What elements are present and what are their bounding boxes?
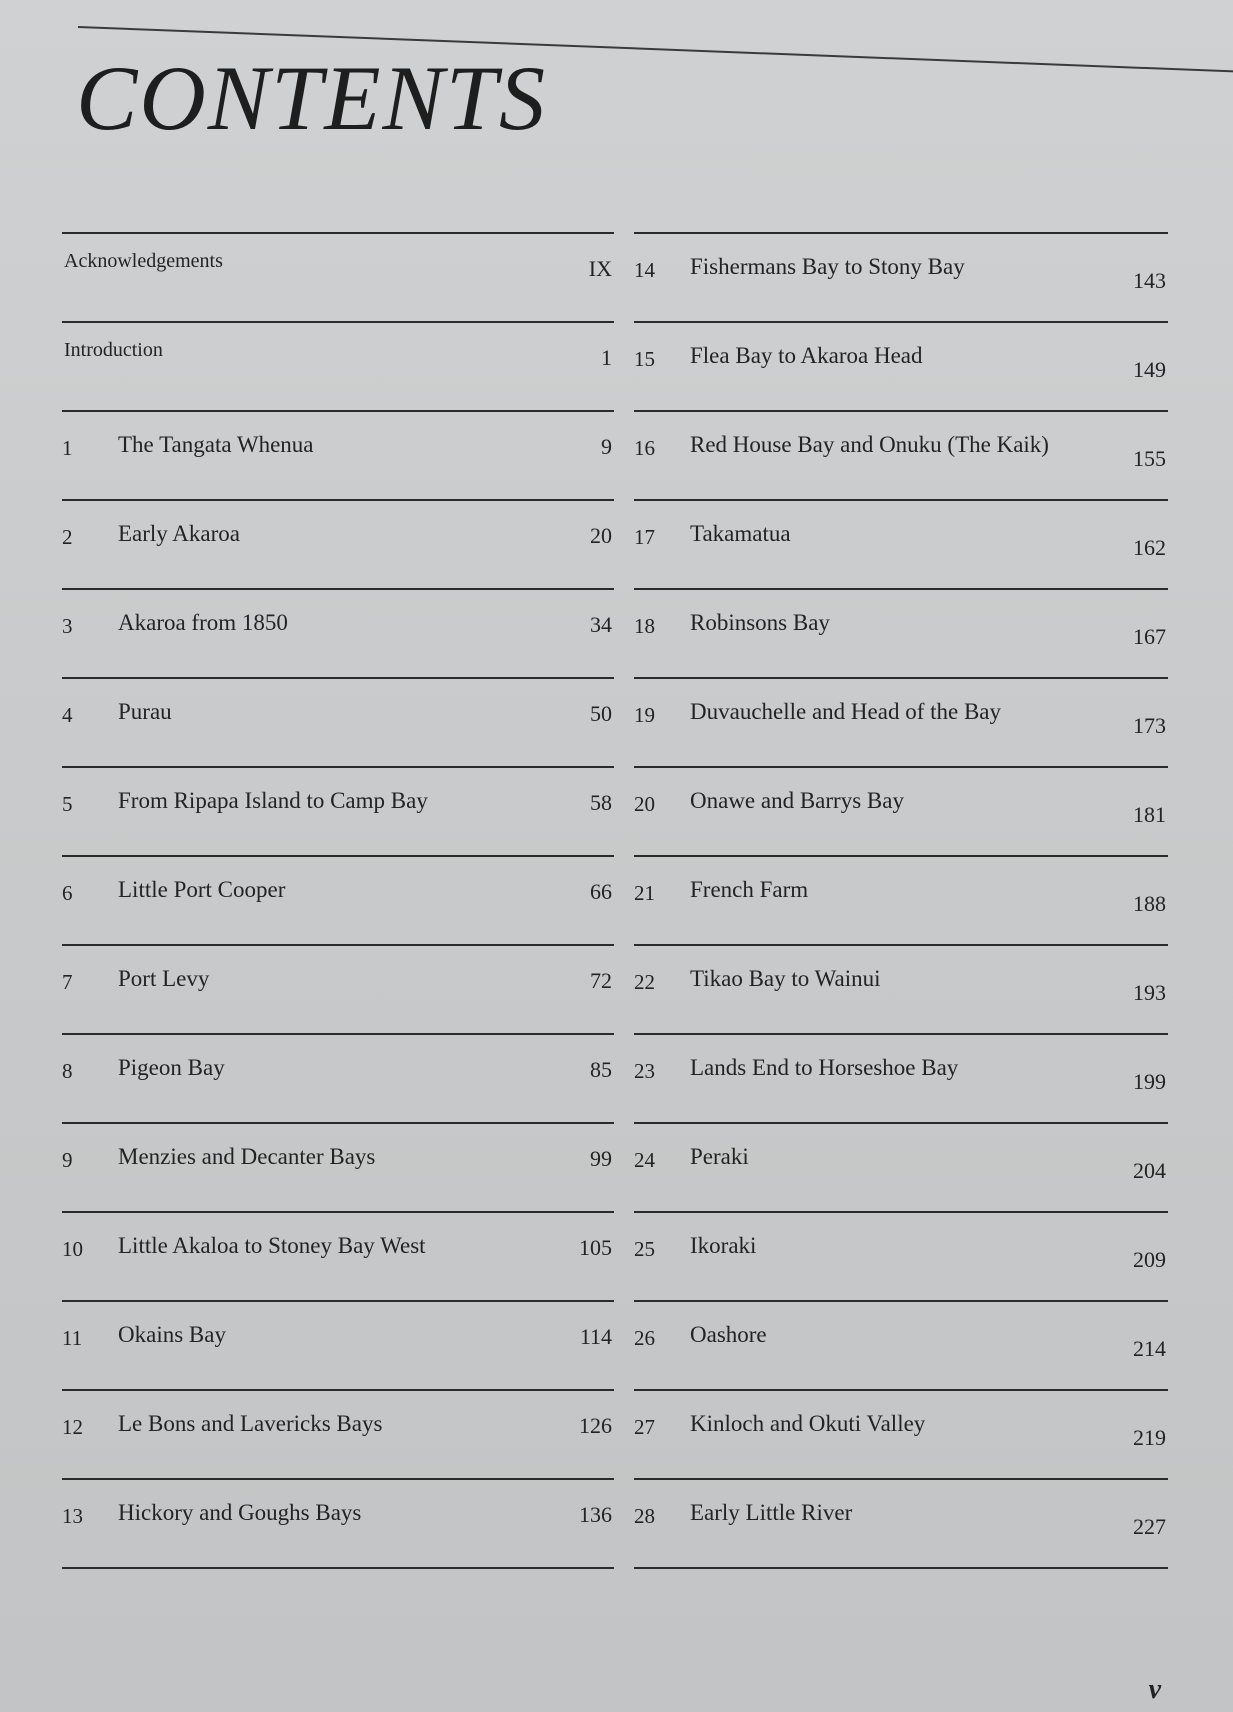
- contents-list-right: [634, 234, 1168, 1569]
- contents-right-column: [634, 232, 1168, 1569]
- contents-entry: [62, 1213, 614, 1302]
- chapter-number: 8: [62, 1059, 73, 1083]
- chapter-title: Purau: [118, 699, 172, 724]
- contents-entry: [634, 679, 1168, 768]
- contents-left-column: [62, 232, 614, 1569]
- chapter-title: Fishermans Bay to Stony Bay: [690, 254, 965, 279]
- chapter-number: 5: [62, 792, 73, 816]
- page-number: 209: [1133, 1247, 1166, 1272]
- chapter-number: 3: [62, 614, 73, 638]
- chapter-number: 1: [62, 436, 73, 460]
- contents-entry: [62, 768, 614, 857]
- page-number: 136: [579, 1502, 612, 1527]
- page-number: 34: [590, 612, 612, 637]
- chapter-title: Robinsons Bay: [690, 610, 830, 635]
- page-number: 9: [601, 434, 612, 459]
- chapter-title: Pigeon Bay: [118, 1055, 225, 1080]
- chapter-number: 13: [62, 1504, 83, 1528]
- chapter-title: Little Port Cooper: [118, 877, 286, 902]
- page-number: 193: [1133, 980, 1166, 1005]
- page-number: 143: [1133, 268, 1166, 293]
- page-number: 155: [1133, 446, 1166, 471]
- chapter-number: 4: [62, 703, 73, 727]
- chapter-number: 10: [62, 1237, 83, 1261]
- chapter-title: French Farm: [690, 877, 809, 902]
- page-folio: v: [1148, 1674, 1161, 1705]
- chapter-number: 16: [634, 436, 655, 460]
- page-number: 199: [1133, 1069, 1166, 1094]
- chapter-number: 20: [634, 792, 655, 816]
- chapter-number: 15: [634, 347, 655, 371]
- page-number: 1: [601, 345, 612, 370]
- contents-entry: [62, 1124, 614, 1213]
- chapter-title: From Ripapa Island to Camp Bay: [118, 788, 428, 813]
- chapter-number: 14: [634, 258, 655, 282]
- page-number: 114: [579, 1324, 612, 1349]
- contents-entry: [62, 501, 614, 590]
- contents-entry: [62, 1391, 614, 1480]
- chapter-title: Ikoraki: [690, 1233, 757, 1258]
- chapter-number: 11: [62, 1326, 83, 1350]
- chapter-title: Le Bons and Lavericks Bays: [118, 1411, 383, 1436]
- contents-entry: [634, 1124, 1168, 1213]
- chapter-number: 12: [62, 1415, 83, 1439]
- contents-entry: [634, 1391, 1168, 1480]
- contents-entry: [634, 768, 1168, 857]
- chapter-number: 19: [634, 703, 655, 727]
- page-number: 105: [579, 1235, 612, 1260]
- chapter-title: Little Akaloa to Stoney Bay West: [118, 1233, 426, 1258]
- chapter-number: 26: [634, 1326, 655, 1350]
- contents-entry: [634, 590, 1168, 679]
- page-number: 181: [1133, 802, 1166, 827]
- chapter-title: Oashore: [690, 1322, 767, 1347]
- chapter-number: 18: [634, 614, 655, 638]
- page-number: 58: [590, 790, 612, 815]
- page-number: 214: [1133, 1336, 1166, 1361]
- chapter-title: The Tangata Whenua: [118, 432, 314, 457]
- contents-entry: [62, 946, 614, 1035]
- contents-entry: [634, 501, 1168, 590]
- contents-entry: [62, 1302, 614, 1391]
- chapter-number: 17: [634, 525, 655, 549]
- chapter-number: 28: [634, 1504, 655, 1528]
- page-number: 149: [1133, 357, 1166, 382]
- chapter-title: Takamatua: [690, 521, 791, 546]
- chapter-title: Onawe and Barrys Bay: [690, 788, 904, 813]
- chapter-title: Tikao Bay to Wainui: [690, 966, 881, 991]
- page-number: 20: [590, 523, 612, 548]
- chapter-title: Introduction: [64, 339, 163, 361]
- contents-entry: [634, 1035, 1168, 1124]
- page-number: 219: [1133, 1425, 1166, 1450]
- chapter-title: Hickory and Goughs Bays: [118, 1500, 362, 1525]
- chapter-number: 25: [634, 1237, 655, 1261]
- chapter-title: Acknowledgements: [64, 250, 223, 272]
- page-number: IX: [588, 256, 612, 281]
- contents-entry: [634, 323, 1168, 412]
- chapter-number: 27: [634, 1415, 655, 1439]
- chapter-number: 2: [62, 525, 73, 549]
- page-number: 188: [1133, 891, 1166, 916]
- contents-entry: [634, 946, 1168, 1035]
- chapter-title: Early Little River: [690, 1500, 853, 1525]
- page-number: 162: [1133, 535, 1166, 560]
- chapter-title: Lands End to Horseshoe Bay: [690, 1055, 959, 1080]
- chapter-title: Menzies and Decanter Bays: [118, 1144, 376, 1169]
- page-number: 227: [1133, 1514, 1166, 1539]
- contents-entry: [62, 679, 614, 768]
- contents-entry: [634, 1302, 1168, 1391]
- chapter-title: Port Levy: [118, 966, 210, 991]
- chapter-title: Flea Bay to Akaroa Head: [690, 343, 923, 368]
- page-number: 66: [590, 879, 612, 904]
- page-number: 72: [590, 968, 612, 993]
- contents-entry: [62, 234, 614, 323]
- chapter-title: Peraki: [690, 1144, 749, 1169]
- page-number: 50: [590, 701, 612, 726]
- page-number: 167: [1133, 624, 1166, 649]
- chapter-title: Kinloch and Okuti Valley: [690, 1411, 926, 1436]
- contents-entry: [634, 1213, 1168, 1302]
- contents-entry: [62, 1035, 614, 1124]
- contents-entry: [62, 1480, 614, 1569]
- contents-entry: [634, 857, 1168, 946]
- chapter-title: Duvauchelle and Head of the Bay: [690, 699, 1002, 724]
- page-number: 204: [1133, 1158, 1166, 1183]
- chapter-title: Akaroa from 1850: [118, 610, 288, 635]
- chapter-number: 23: [634, 1059, 655, 1083]
- chapter-number: 21: [634, 881, 655, 905]
- page-number: 126: [579, 1413, 612, 1438]
- contents-entry: [634, 1480, 1168, 1569]
- chapter-number: 6: [62, 881, 73, 905]
- chapter-number: 22: [634, 970, 655, 994]
- contents-entry: [634, 234, 1168, 323]
- chapter-title: Okains Bay: [118, 1322, 226, 1347]
- chapter-number: 9: [62, 1148, 73, 1172]
- chapter-title: Red House Bay and Onuku (The Kaik): [690, 432, 1049, 457]
- contents-entry: [62, 323, 614, 412]
- contents-entry: [634, 412, 1168, 501]
- contents-entry: [62, 412, 614, 501]
- contents-entry: [62, 590, 614, 679]
- page-title: CONTENTS: [76, 47, 548, 149]
- chapter-number: 24: [634, 1148, 655, 1172]
- chapter-title: Early Akaroa: [118, 521, 240, 546]
- page-number: 85: [590, 1057, 612, 1082]
- page-number: 99: [590, 1146, 612, 1171]
- chapter-number: 7: [62, 970, 73, 994]
- contents-list-left: [62, 234, 614, 1569]
- page-number: 173: [1133, 713, 1166, 738]
- contents-entry: [62, 857, 614, 946]
